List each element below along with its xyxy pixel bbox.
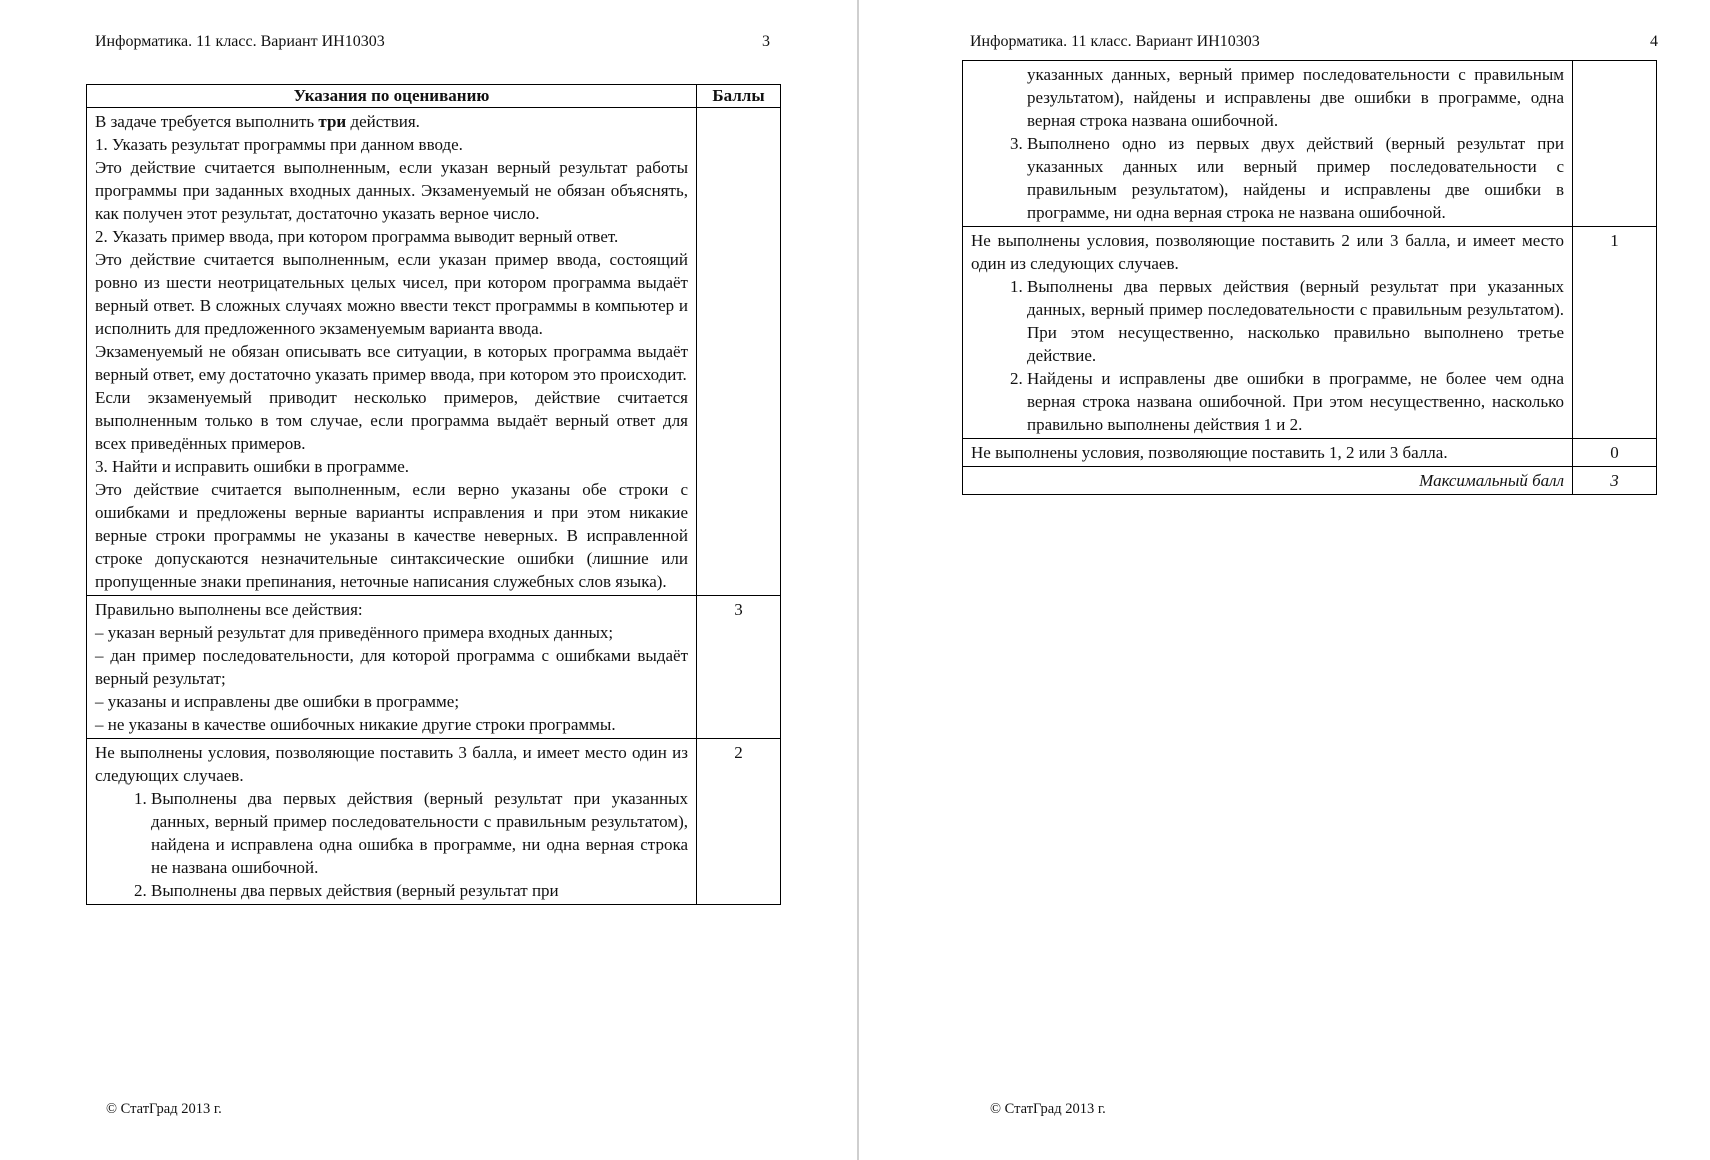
score-2-cases-continued xyxy=(971,132,1564,224)
running-header: Информатика. 11 класс. Вариант ИН10303 xyxy=(95,33,385,50)
max-score-label: Максимальный балл xyxy=(963,467,1573,495)
score-2-criteria-continued xyxy=(963,61,1573,227)
score-2-cases xyxy=(95,787,688,902)
intro-cell xyxy=(87,108,697,596)
intro-paragraph: Если экзаменуемый приводит несколько примеров, действие считается выполненным только в том случае, если программа выдаёт верный ответ для всех приведённых примеров. xyxy=(95,388,688,453)
score-2-case-continued: указанных данных, верный пример последовательности с правильным результатом), найдены и исправлены две ошибки в программе, одна верная строка названа ошибочной. xyxy=(1027,65,1564,130)
page-number: 4 xyxy=(1650,33,1658,50)
score-1-case: 1. Выполнены два первых действия (верный результат при указанных данных, верный пример последовательности с правильным результатом). При этом несущественно, насколько правильно выполнено третье действие. xyxy=(1027,275,1564,367)
intro-paragraph: Это действие считается выполненным, если указан верный результат работы программы при заданных входных данных. Экзаменуемый не обязан объяснять, как получен этот результат, достаточно указать верное число. xyxy=(95,158,688,223)
intro-paragraph: 2. Указать пример ввода, при котором программа выводит верный ответ. xyxy=(95,227,619,246)
score-row-1 xyxy=(963,227,1657,439)
score-3-points: 3 xyxy=(697,596,781,739)
score-2-points-continued xyxy=(1573,61,1657,227)
score-1-lead: Не выполнены условия, позволяющие поставить 2 или 3 балла, и имеет место один из следующих случаев. xyxy=(971,231,1564,273)
score-2-case: 3. Выполнено одно из первых двух действий (верный результат при указанных данных или верный пример последовательности с правильным результатом), найдены и исправлены две ошибки в программе, ни одна верная строка не названа ошибочной. xyxy=(1027,132,1564,224)
criteria-column-header: Указания по оцениванию xyxy=(87,85,697,108)
copyright-footer: © СтатГрад 2013 г. xyxy=(990,1101,1106,1117)
score-2-points: 2 xyxy=(697,739,781,905)
copyright-footer: © СтатГрад 2013 г. xyxy=(106,1101,222,1117)
page-number: 3 xyxy=(762,33,770,50)
score-3-item: – дан пример последовательности, для которой программа с ошибками выдаёт верный результат; xyxy=(95,646,688,688)
grading-table xyxy=(86,84,781,905)
intro-points-cell xyxy=(697,108,781,596)
score-3-item: – не указаны в качестве ошибочных никакие другие строки программы. xyxy=(95,715,616,734)
score-3-item: – указаны и исправлены две ошибки в программе; xyxy=(95,692,460,711)
score-2-criteria xyxy=(87,739,697,905)
intro-paragraph: 3. Найти и исправить ошибки в программе. xyxy=(95,457,410,476)
max-score-value: 3 xyxy=(1573,467,1657,495)
intro-paragraph: Экзаменуемый не обязан описывать все ситуации, в которых программа выдаёт верный ответ, ему достаточно указать пример ввода, при котором это происходит. xyxy=(95,342,688,384)
score-0-criteria: Не выполнены условия, позволяющие поставить 1, 2 или 3 балла. xyxy=(963,439,1573,467)
score-3-criteria xyxy=(87,596,697,739)
intro-paragraph: Это действие считается выполненным, если указан пример ввода, состоящий ровно из шести неотрицательных целых чисел, при котором программа выдаёт верный ответ. В сложных случаях можно ввести текст программы в компьютер и исполнить для предложенного экзаменуемым варианта ввода. xyxy=(95,250,688,338)
grading-table-continued xyxy=(962,60,1657,495)
intro-paragraph: 1. Указать результат программы при данном вводе. xyxy=(95,135,463,154)
score-row-2 xyxy=(87,739,781,905)
points-column-header: Баллы xyxy=(697,85,781,108)
score-2-case: 2. Выполнены два первых действия (верный результат при xyxy=(151,879,688,902)
score-2-case: 1. Выполнены два первых действия (верный результат при указанных данных, верный пример последовательности с правильным результатом), найдена и исправлена одна ошибка в программе, ни одна верная строка не названа ошибочной. xyxy=(151,787,688,879)
score-3-item: – указан верный результат для приведённого примера входных данных; xyxy=(95,623,614,642)
score-1-cases xyxy=(971,275,1564,436)
table-header-row xyxy=(87,85,781,108)
score-row-2-continued xyxy=(963,61,1657,227)
score-2-lead: Не выполнены условия, позволяющие поставить 3 балла, и имеет место один из следующих случаев. xyxy=(95,743,688,785)
running-header: Информатика. 11 класс. Вариант ИН10303 xyxy=(970,33,1260,50)
page-divider xyxy=(857,0,859,1160)
score-row-0 xyxy=(963,439,1657,467)
page-4 xyxy=(860,0,1710,1160)
score-1-case: 2. Найдены и исправлены две ошибки в программе, не более чем одна верная строка названа ошибочной. При этом несущественно, насколько правильно выполнены действия 1 и 2. xyxy=(1027,367,1564,436)
score-1-criteria xyxy=(963,227,1573,439)
score-row-3 xyxy=(87,596,781,739)
score-1-points: 1 xyxy=(1573,227,1657,439)
score-0-points: 0 xyxy=(1573,439,1657,467)
score-3-lead: Правильно выполнены все действия: xyxy=(95,600,363,619)
emphasis-three: три xyxy=(318,112,347,131)
intro-paragraph: Это действие считается выполненным, если верно указаны обе строки с ошибками и предложены верные варианты исправления и при этом никакие верные строки программы не указаны в качестве неверных. В исправленной строке допускаются незначительные синтаксические ошибки (лишние или пропущенные знаки препинания, неточные написания служебных слов языка). xyxy=(95,480,688,591)
intro-row xyxy=(87,108,781,596)
intro-lead: В задаче требуется выполнить три действия. xyxy=(95,112,420,131)
max-score-row xyxy=(963,467,1657,495)
